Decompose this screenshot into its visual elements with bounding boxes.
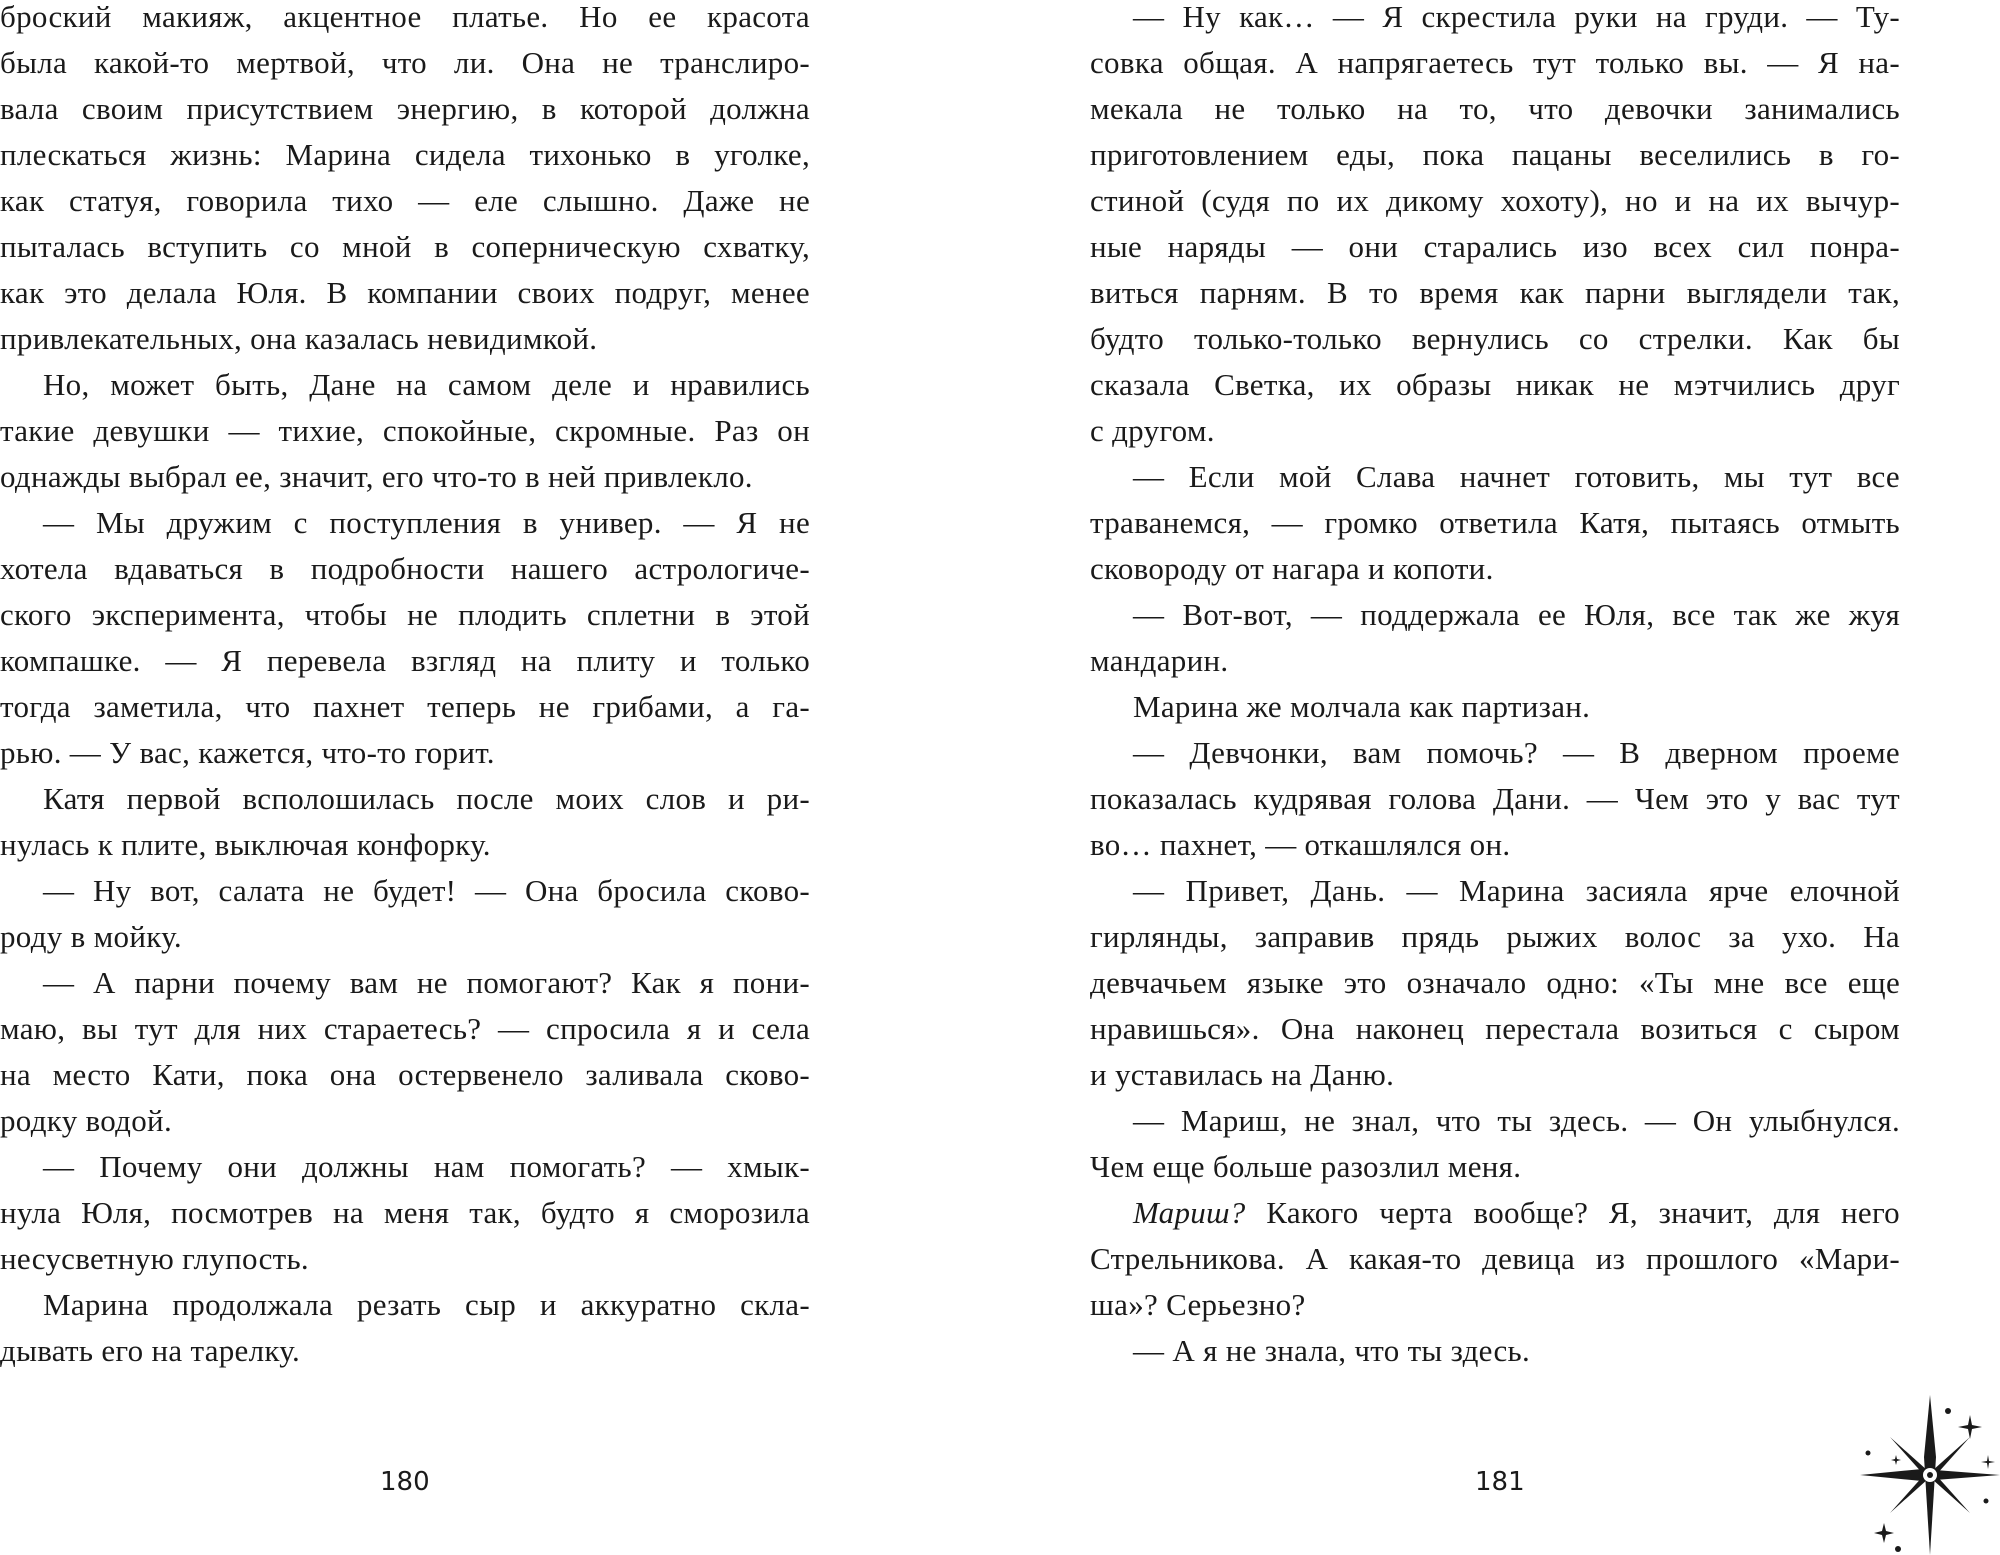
text-line: с другом.	[1090, 413, 1215, 448]
text-line: рью. — У вас, кажется, что-то горит.	[0, 735, 495, 770]
left-page-text	[0, 0, 810, 1380]
text-line: роду в мойку.	[0, 919, 182, 954]
text-line: нравишься». Она наконец перестала возиться с сыром	[1090, 1011, 1900, 1046]
text-line: на место Кати, пока она остервенело заливала сково-	[0, 1057, 810, 1092]
text-line: девчачьем языке это означало одно: «Ты мне все еще	[1090, 965, 1900, 1000]
text-line: ные наряды — они старались изо всех сил понра-	[1090, 229, 1900, 264]
text-line: — А я не знала, что ты здесь.	[1133, 1333, 1531, 1368]
text-line: показалась кудрявая голова Дани. — Чем это у вас тут	[1090, 781, 1900, 816]
text-line: и уставилась на Даню.	[1090, 1057, 1395, 1092]
text-line: сковороду от нагара и копоти.	[1090, 551, 1494, 586]
text-line: как статуя, говорила тихо — еле слышно. Даже не	[0, 183, 810, 218]
text-line: траванемся, — громко ответила Катя, пытаясь отмыть	[1090, 505, 1900, 540]
text-line: нулась к плите, выключая конфорку.	[0, 827, 491, 862]
text-line: нула Юля, посмотрев на меня так, будто я сморозила	[0, 1195, 810, 1230]
left-page	[0, 0, 810, 1555]
text-line: — Привет, Дань. — Марина засияла ярче елочной	[1133, 873, 1900, 908]
text-line: как это делала Юля. В компании своих подруг, менее	[0, 275, 810, 310]
text-line: во… пахнет, — откашлялся он.	[1090, 827, 1511, 862]
text-line: компашке. — Я перевела взгляд на плиту и только	[0, 643, 810, 678]
text-line: такие девушки — тихие, спокойные, скромные. Раз он	[0, 413, 810, 448]
star-compass-ornament-icon	[1860, 1395, 2000, 1555]
text-line: привлекательных, она казалась невидимкой.	[0, 321, 598, 356]
italic-text: Мариш?	[1133, 1195, 1246, 1230]
left-page-number: 180	[380, 1467, 430, 1497]
text-line: виться парням. В то время как парни выглядели так,	[1090, 275, 1900, 310]
text-line-content: Какого черта вообще? Я, значит, для него	[1245, 1195, 1900, 1230]
text-line: будто только-только вернулись со стрелки. Как бы	[1090, 321, 1900, 356]
text-line: несусветную глупость.	[0, 1241, 309, 1276]
text-line: сказала Светка, их образы никак не мэтчились друг	[1090, 367, 1900, 402]
text-line: однажды выбрал ее, значит, его что-то в ней привлекло.	[0, 459, 753, 494]
text-line: Но, может быть, Дане на самом деле и нравились	[43, 367, 810, 402]
text-line: Марина же молчала как партизан.	[1133, 689, 1591, 724]
text-line: вала своим присутствием энергию, в которой должна	[0, 91, 810, 126]
text-line: мандарин.	[1090, 643, 1229, 678]
text-line: дывать его на тарелку.	[0, 1333, 301, 1368]
text-line: была какой-то мертвой, что ли. Она не транслиро-	[0, 45, 810, 80]
text-line: броский макияж, акцентное платье. Но ее красота	[0, 0, 810, 34]
text-line: Чем еще больше разозлил меня.	[1090, 1149, 1522, 1184]
text-line: Стрельникова. А какая-то девица из прошлого «Мари-	[1090, 1241, 1900, 1276]
text-line: — Девчонки, вам помочь? — В дверном проеме	[1133, 735, 1900, 770]
text-line: — Мариш, не знал, что ты здесь. — Он улыбнулся.	[1133, 1103, 1900, 1138]
text-line: стиной (судя по их дикому хохоту), но и на их вычур-	[1090, 183, 1900, 218]
text-line: ского эксперимента, чтобы не плодить сплетни в этой	[0, 597, 810, 632]
text-line: тогда заметила, что пахнет теперь не грибами, а га-	[0, 689, 810, 724]
text-line	[1090, 1196, 1900, 1242]
text-line: — Если мой Слава начнет готовить, мы тут все	[1133, 459, 1900, 494]
right-page-number: 181	[1475, 1467, 1525, 1497]
text-line: хотела вдаваться в подробности нашего астрологиче-	[0, 551, 810, 586]
text-line: — Мы дружим с поступления в универ. — Я не	[43, 505, 810, 540]
text-line: пыталась вступить со мной в соперническую схватку,	[0, 229, 810, 264]
text-line: — Вот-вот, — поддержала ее Юля, все так же жуя	[1133, 597, 1900, 632]
text-line: Катя первой всполошилась после моих слов и ри-	[43, 781, 810, 816]
text-line: — Ну вот, салата не будет! — Она бросила сково-	[43, 873, 810, 908]
text-line: — Ну как… — Я скрестила руки на груди. — Ту-	[1133, 0, 1900, 34]
text-line: маю, вы тут для них стараетесь? — спросила я и села	[0, 1011, 810, 1046]
right-page-text	[1090, 0, 1900, 1380]
text-line: Марина продолжала резать сыр и аккуратно скла-	[43, 1287, 810, 1322]
text-line: приготовлением еды, пока пацаны веселились в го-	[1090, 137, 1900, 172]
text-line: — А парни почему вам не помогают? Как я пони-	[43, 965, 810, 1000]
text-line: плескаться жизнь: Марина сидела тихонько в уголке,	[0, 137, 810, 172]
text-line: — Почему они должны нам помогать? — хмык-	[43, 1149, 810, 1184]
text-line: родку водой.	[0, 1103, 172, 1138]
text-line: совка общая. А напрягаетесь тут только вы. — Я на-	[1090, 45, 1900, 80]
text-line: ша»? Серьезно?	[1090, 1287, 1306, 1322]
text-line: мекала не только на то, что девочки занимались	[1090, 91, 1900, 126]
text-line: гирлянды, заправив прядь рыжих волос за ухо. На	[1090, 919, 1900, 954]
right-page	[1090, 0, 1900, 1555]
